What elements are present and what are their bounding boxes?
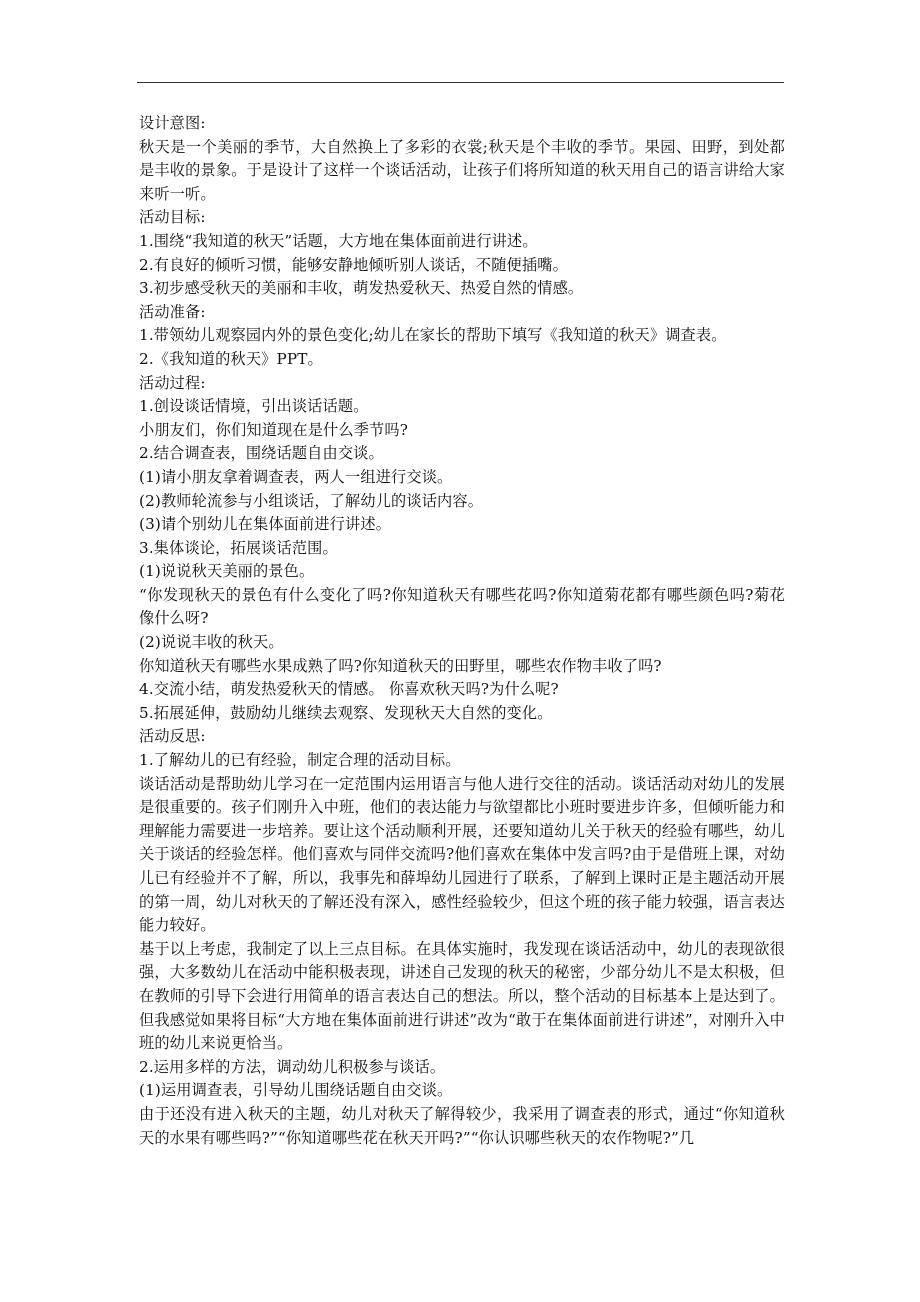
- paragraph: 基于以上考虑，我制定了以上三点目标。在具体实施时，我发现在谈话活动中，幼儿的表现欲很强，大多数幼儿在活动中能积极表现，讲述自己发现的秋天的秘密，少部分幼儿不是太积极，但在教师的引导下会进行用简单的语言表达自己的想法。所以，整个活动的目标基本上是达到了。但我感觉如果将目标“大方地在集体面前进行讲述”改为“敢于在集体面前进行讲述”，对刚升入中班的幼儿来说更恰当。: [139, 939, 785, 1053]
- heading-activity-process: 活动过程:: [139, 373, 206, 392]
- heading-activity-preparation: 活动准备:: [139, 302, 206, 321]
- paragraph: “你发现秋天的景色有什么变化了吗?你知道秋天有哪些花吗?你知道菊花都有哪些颜色吗?菊花像什么呀?: [139, 585, 785, 628]
- paragraph: 秋天是一个美丽的季节，大自然换上了多彩的衣裳;秋天是个丰收的季节。果园、田野，到处都是丰收的景象。于是设计了这样一个谈话活动，让孩子们将所知道的秋天用自己的语言讲给大家来听一听。: [139, 137, 785, 203]
- header-rule: [137, 82, 784, 83]
- heading-design-intent: 设计意图:: [139, 114, 206, 132]
- preparation-item: 1.带领幼儿观察园内外的景色变化;幼儿在家长的帮助下填写《我知道的秋天》调查表。: [139, 326, 727, 345]
- process-substep: (1)说说秋天美丽的景色。: [139, 562, 315, 581]
- paragraph: 谈话活动是帮助幼儿学习在一定范围内运用语言与他人进行交往的活动。谈话活动对幼儿的发展是很重要的。孩子们刚升入中班，他们的表达能力与欲望都比小班时要进步许多，但倾听能力和理解能力需要进一步培养。要让这个活动顺利开展，还要知道幼儿关于秋天的经验有哪些，幼儿关于谈话的经验怎样。他们喜欢与同伴交流吗?他们喜欢在集体中发言吗?由于是借班上课，对幼儿已有经验并不了解，所以，我事先和薛埠幼儿园进行了联系，了解到上课时正是主题活动开展的第一周，幼儿对秋天的了解还没有深入，感性经验较少，但这个班的孩子能力较强，语言表达能力较好。: [139, 774, 785, 935]
- paragraph: 小朋友们，你们知道现在是什么季节吗?: [139, 420, 409, 439]
- process-step: 5.拓展延伸，鼓励幼儿继续去观察、发现秋天大自然的变化。: [139, 703, 553, 722]
- heading-activity-goals: 活动目标:: [139, 208, 206, 227]
- process-step: 3.集体谈论，拓展谈话范围。: [139, 538, 338, 557]
- heading-activity-reflection: 活动反思:: [139, 727, 206, 746]
- process-step: 1.创设谈话情境，引出谈话话题。: [139, 397, 369, 416]
- process-substep: (2)教师轮流参与小组谈话，了解幼儿的谈话内容。: [139, 491, 484, 510]
- paragraph: 由于还没有进入秋天的主题，幼儿对秋天了解得较少，我采用了调查表的形式，通过“你知道秋天的水果有哪些吗?”“你知道哪些花在秋天开吗?”“你认识哪些秋天的农作物呢?”几: [139, 1104, 785, 1147]
- process-substep: (1)请小朋友拿着调查表，两人一组进行交谈。: [139, 467, 453, 486]
- document-body: [139, 112, 785, 1150]
- goal-item: 3.初步感受秋天的美丽和丰收，萌发热爱秋天、热爱自然的情感。: [139, 279, 584, 298]
- reflection-subpoint: (1)运用调查表，引导幼儿围绕话题自由交谈。: [139, 1081, 453, 1100]
- process-step: 2.结合调查表，围绕话题自由交谈。: [139, 444, 384, 463]
- reflection-point: 2.运用多样的方法，调动幼儿积极参与谈话。: [139, 1057, 446, 1076]
- process-step: 4.交流小结，萌发热爱秋天的情感。 你喜欢秋天吗?为什么呢?: [139, 680, 559, 699]
- goal-item: 2.有良好的倾听习惯，能够安静地倾听别人谈话，不随便插嘴。: [139, 255, 568, 274]
- process-substep: (3)请个别幼儿在集体面前进行讲述。: [139, 515, 392, 534]
- goal-item: 1.围绕“我知道的秋天”话题，大方地在集体面前进行讲述。: [139, 231, 538, 250]
- reflection-point: 1.了解幼儿的已有经验，制定合理的活动目标。: [139, 751, 461, 770]
- paragraph: 你知道秋天有哪些水果成熟了吗?你知道秋天的田野里，哪些农作物丰收了吗?: [139, 656, 662, 675]
- preparation-item: 2.《我知道的秋天》PPT。: [139, 349, 323, 368]
- process-substep: (2)说说丰收的秋天。: [139, 633, 284, 652]
